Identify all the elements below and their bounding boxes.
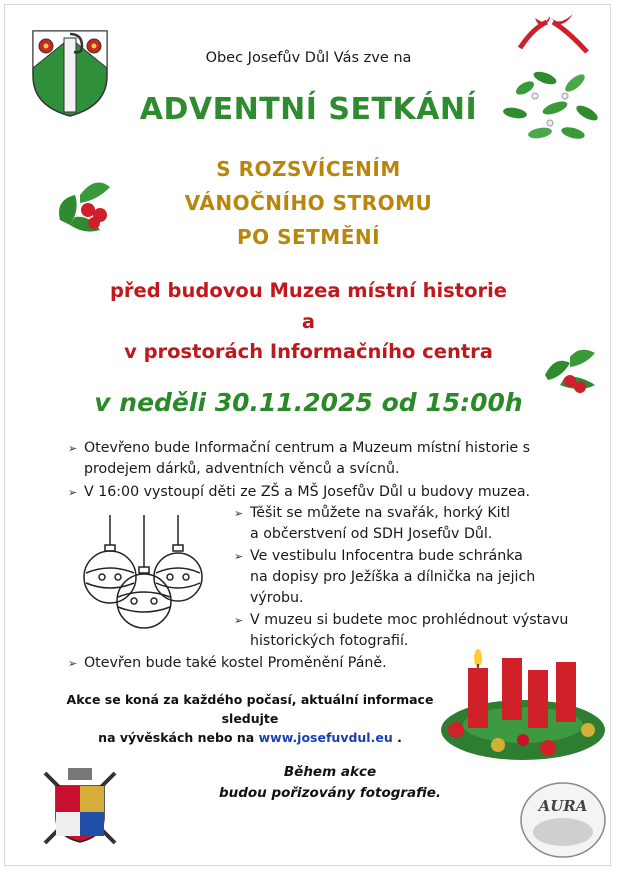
arrow-bullet-icon: ➢ bbox=[68, 657, 78, 670]
subtitle-line-3: PO SETMĚNÍ bbox=[236, 225, 381, 249]
bullet-item: ➢ Těšit se můžete na svařák, horký Kitl a občerstvení od SDH Josefův Důl. bbox=[234, 505, 511, 542]
bullet-item: ➢ Otevřeno bude Informační centrum a Muzeum místní historie s prodejem dárků, adventních věnců a svícnů. bbox=[68, 440, 531, 477]
photo-notice-line-1: Během akce bbox=[283, 764, 377, 780]
arrow-bullet-icon: ➢ bbox=[68, 442, 78, 455]
arrow-bullet-icon: ➢ bbox=[234, 550, 244, 563]
subtitle-line-1: S ROZSVÍCENÍM bbox=[216, 157, 401, 181]
bullet-item: ➢ Otevřen bude také kostel Proměnění Páně. bbox=[84, 653, 387, 674]
intro-text: Obec Josefův Důl Vás zve na bbox=[205, 50, 412, 66]
bullet-item: ➢ Ve vestibulu Infocentra bude schránka na dopisy pro Ježíška a dílnička na jejich výrobu. bbox=[234, 548, 536, 606]
location-line-2: a bbox=[301, 310, 316, 333]
arrow-bullet-icon: ➢ bbox=[234, 507, 244, 520]
mistletoe-icon bbox=[495, 8, 605, 148]
location-line-3: v prostorách Informačního centra bbox=[124, 340, 493, 363]
fire-brigade-emblem bbox=[40, 768, 122, 848]
location-line-1: před budovou Muzea místní historie bbox=[109, 279, 508, 302]
photo-notice-line-2: budou pořizovány fotografie. bbox=[218, 785, 442, 801]
event-date: v neděli 30.11.2025 od 15:00h bbox=[94, 388, 523, 417]
arrow-bullet-icon: ➢ bbox=[68, 486, 78, 499]
weather-notice-line-2: sledujte bbox=[221, 711, 279, 726]
christmas-ornaments-icon bbox=[82, 515, 207, 635]
bullet-item: ➢ V muzeu si budete moc prohlédnout výstavu historických fotografií. bbox=[234, 612, 569, 649]
weather-notice-line-1: Akce se koná za každého počasí, aktuální informace bbox=[66, 692, 434, 707]
arrow-bullet-icon: ➢ bbox=[234, 614, 244, 627]
bullet-item: ➢ V 16:00 vystoupí děti ze ZŠ a MŠ Josefův Důl u budovy muzea. bbox=[84, 482, 530, 503]
aura-logo-text: AURA bbox=[538, 797, 588, 815]
weather-notice-line-3: na vývěskách nebo na www.josefuvdul.eu . bbox=[98, 730, 402, 745]
aura-logo bbox=[518, 780, 608, 860]
website-link[interactable]: www.josefuvdul.eu bbox=[258, 730, 393, 745]
event-title: ADVENTNÍ SETKÁNÍ bbox=[139, 92, 478, 127]
subtitle-line-2: VÁNOČNÍHO STROMU bbox=[184, 191, 433, 215]
